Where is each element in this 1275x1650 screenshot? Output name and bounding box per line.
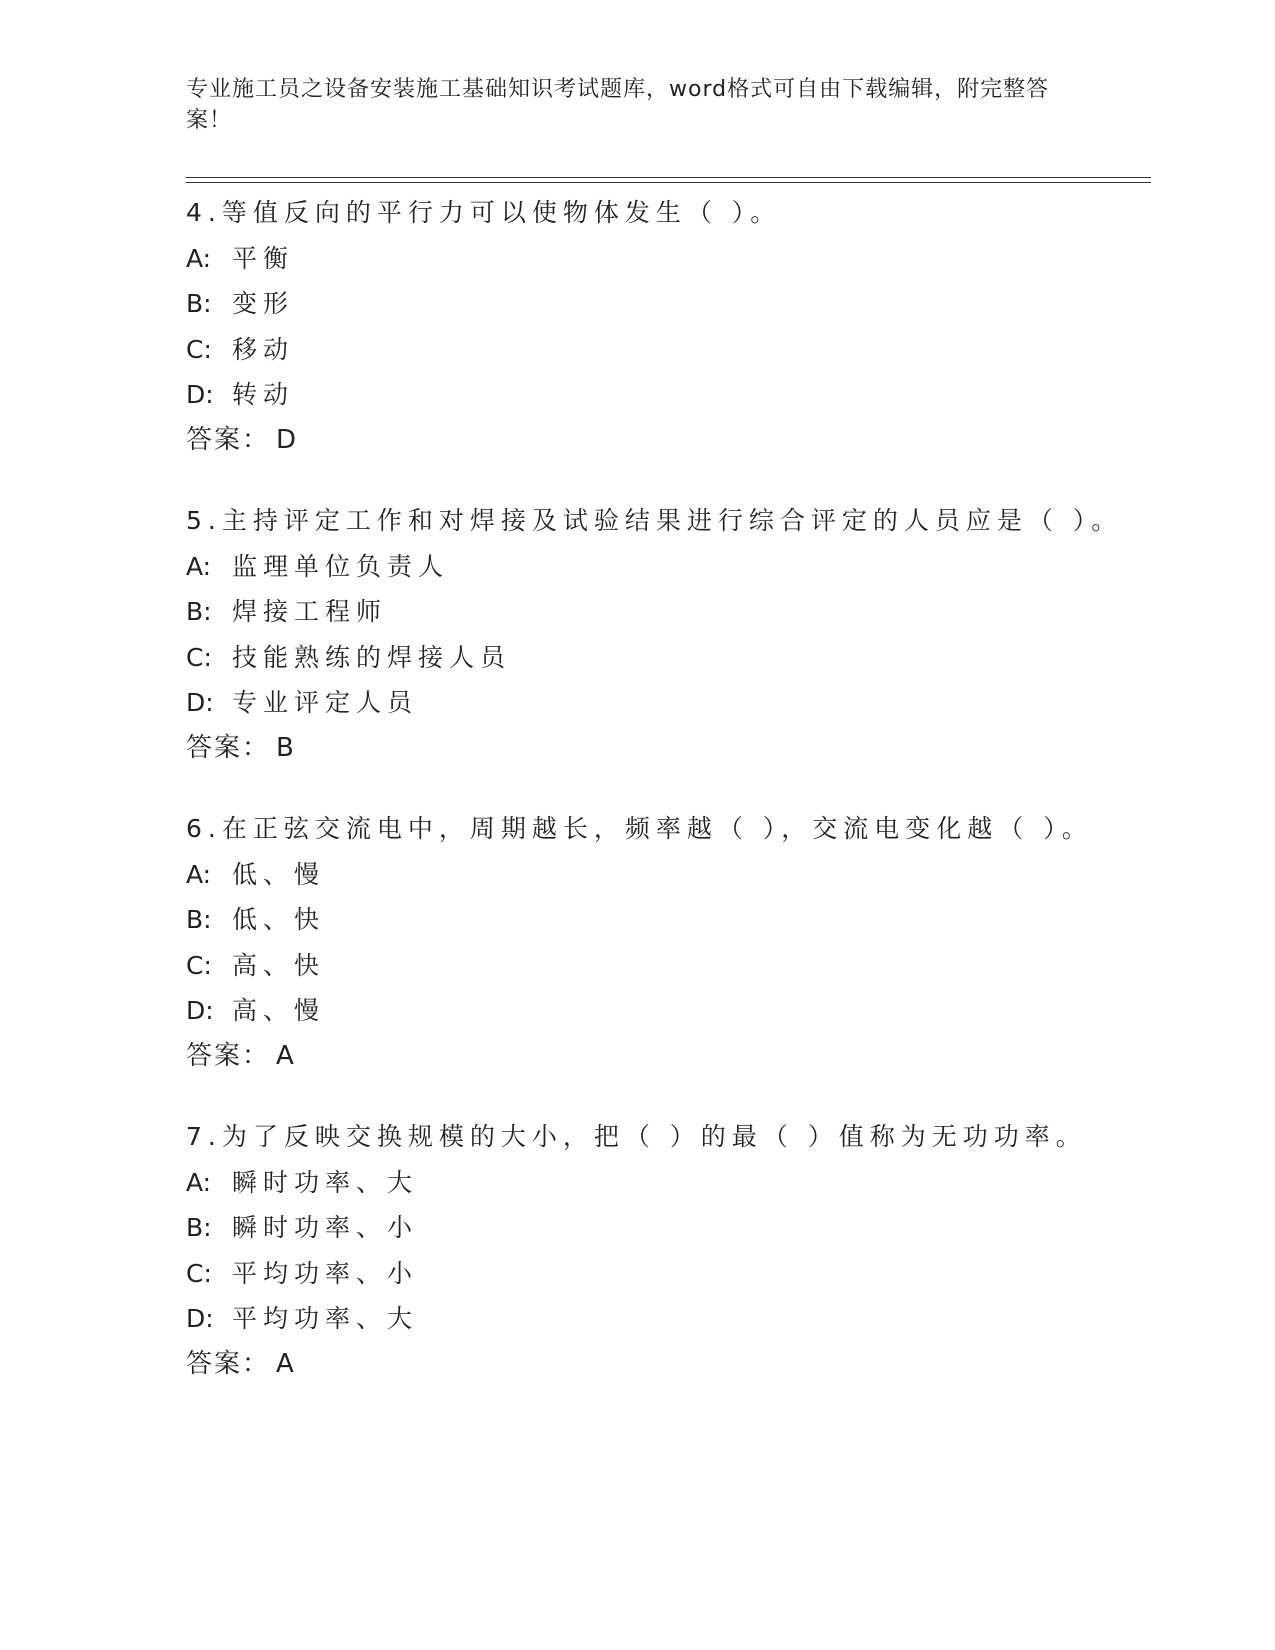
option-text: 高、慢 [232, 996, 326, 1025]
question-6 [186, 806, 1151, 1079]
answer-line [186, 1034, 1151, 1080]
option-text: 焊接工程师 [232, 597, 388, 626]
option-b [186, 589, 1151, 635]
answer-label: 答案： [186, 424, 271, 455]
question-number: 4. [186, 198, 222, 227]
option-text: 监理单位负责人 [232, 551, 450, 581]
option-c [186, 635, 1151, 681]
document-header: 专业施工员之设备安装施工基础知识考试题库，word格式可自由下载编辑，附完整答案！ [186, 77, 1050, 133]
option-letter: D: [186, 380, 214, 409]
answer-line [186, 418, 1151, 464]
option-text: 转动 [232, 380, 295, 409]
option-letter: D: [186, 688, 214, 717]
question-number: 5. [186, 506, 222, 535]
option-letter: D: [186, 1304, 214, 1333]
option-a [186, 236, 1151, 282]
option-letter: D: [186, 996, 214, 1025]
option-letter: B: [186, 597, 212, 626]
option-c [186, 1251, 1151, 1297]
option-d [186, 372, 1151, 418]
option-b [186, 1205, 1151, 1251]
question-number: 7. [186, 1122, 222, 1151]
option-a [186, 544, 1151, 590]
option-letter: C: [186, 334, 212, 364]
question-stem [186, 498, 1151, 544]
option-letter: B: [186, 1213, 212, 1242]
option-a [186, 852, 1151, 898]
option-letter: A: [186, 1167, 212, 1197]
answer-value: B [276, 732, 294, 763]
option-letter: B: [186, 289, 212, 318]
question-list [186, 190, 1151, 1422]
header-divider-top [186, 177, 1151, 178]
option-text: 低、快 [232, 905, 326, 934]
option-text: 变形 [232, 289, 295, 318]
question-stem [186, 190, 1151, 236]
question-number: 6. [186, 814, 222, 843]
answer-value: A [276, 1040, 294, 1071]
option-a [186, 1160, 1151, 1206]
option-d [186, 988, 1151, 1034]
question-7 [186, 1114, 1151, 1387]
question-text: 在正弦交流电中，周期越长，频率越（ ），交流电变化越（ ）。 [221, 814, 1093, 843]
option-text: 平均功率、小 [232, 1258, 419, 1288]
option-b [186, 897, 1151, 943]
option-text: 瞬时功率、大 [232, 1167, 419, 1197]
option-c [186, 327, 1151, 373]
question-text: 为了反映交换规模的大小，把（ ）的最（ ）值称为无功功率。 [221, 1122, 1087, 1151]
option-d [186, 1296, 1151, 1342]
option-text: 专业评定人员 [232, 688, 419, 717]
option-letter: C: [186, 950, 212, 980]
option-b [186, 281, 1151, 327]
question-stem [186, 1114, 1151, 1160]
option-letter: B: [186, 905, 212, 934]
question-text: 主持评定工作和对焊接及试验结果进行综合评定的人员应是（ ）。 [221, 506, 1123, 535]
answer-label: 答案： [186, 1348, 271, 1379]
answer-value: A [276, 1348, 294, 1379]
question-text: 等值反向的平行力可以使物体发生（ ）。 [221, 198, 782, 227]
option-letter: C: [186, 642, 212, 672]
header-divider-bottom [186, 182, 1151, 183]
option-d [186, 680, 1151, 726]
answer-label: 答案： [186, 1040, 271, 1071]
answer-label: 答案： [186, 732, 271, 763]
question-4 [186, 190, 1151, 463]
option-text: 移动 [232, 334, 295, 364]
option-text: 平衡 [232, 243, 295, 273]
answer-line [186, 1342, 1151, 1388]
option-text: 技能熟练的焊接人员 [232, 642, 512, 672]
option-text: 瞬时功率、小 [232, 1213, 419, 1242]
option-c [186, 943, 1151, 989]
question-stem [186, 806, 1151, 852]
option-letter: C: [186, 1258, 212, 1288]
option-text: 高、快 [232, 950, 326, 980]
option-letter: A: [186, 859, 212, 889]
answer-line [186, 726, 1151, 772]
option-letter: A: [186, 243, 212, 273]
option-text: 低、慢 [232, 859, 326, 889]
option-text: 平均功率、大 [232, 1304, 419, 1333]
question-5 [186, 498, 1151, 771]
option-letter: A: [186, 551, 212, 581]
answer-value: D [276, 424, 297, 455]
